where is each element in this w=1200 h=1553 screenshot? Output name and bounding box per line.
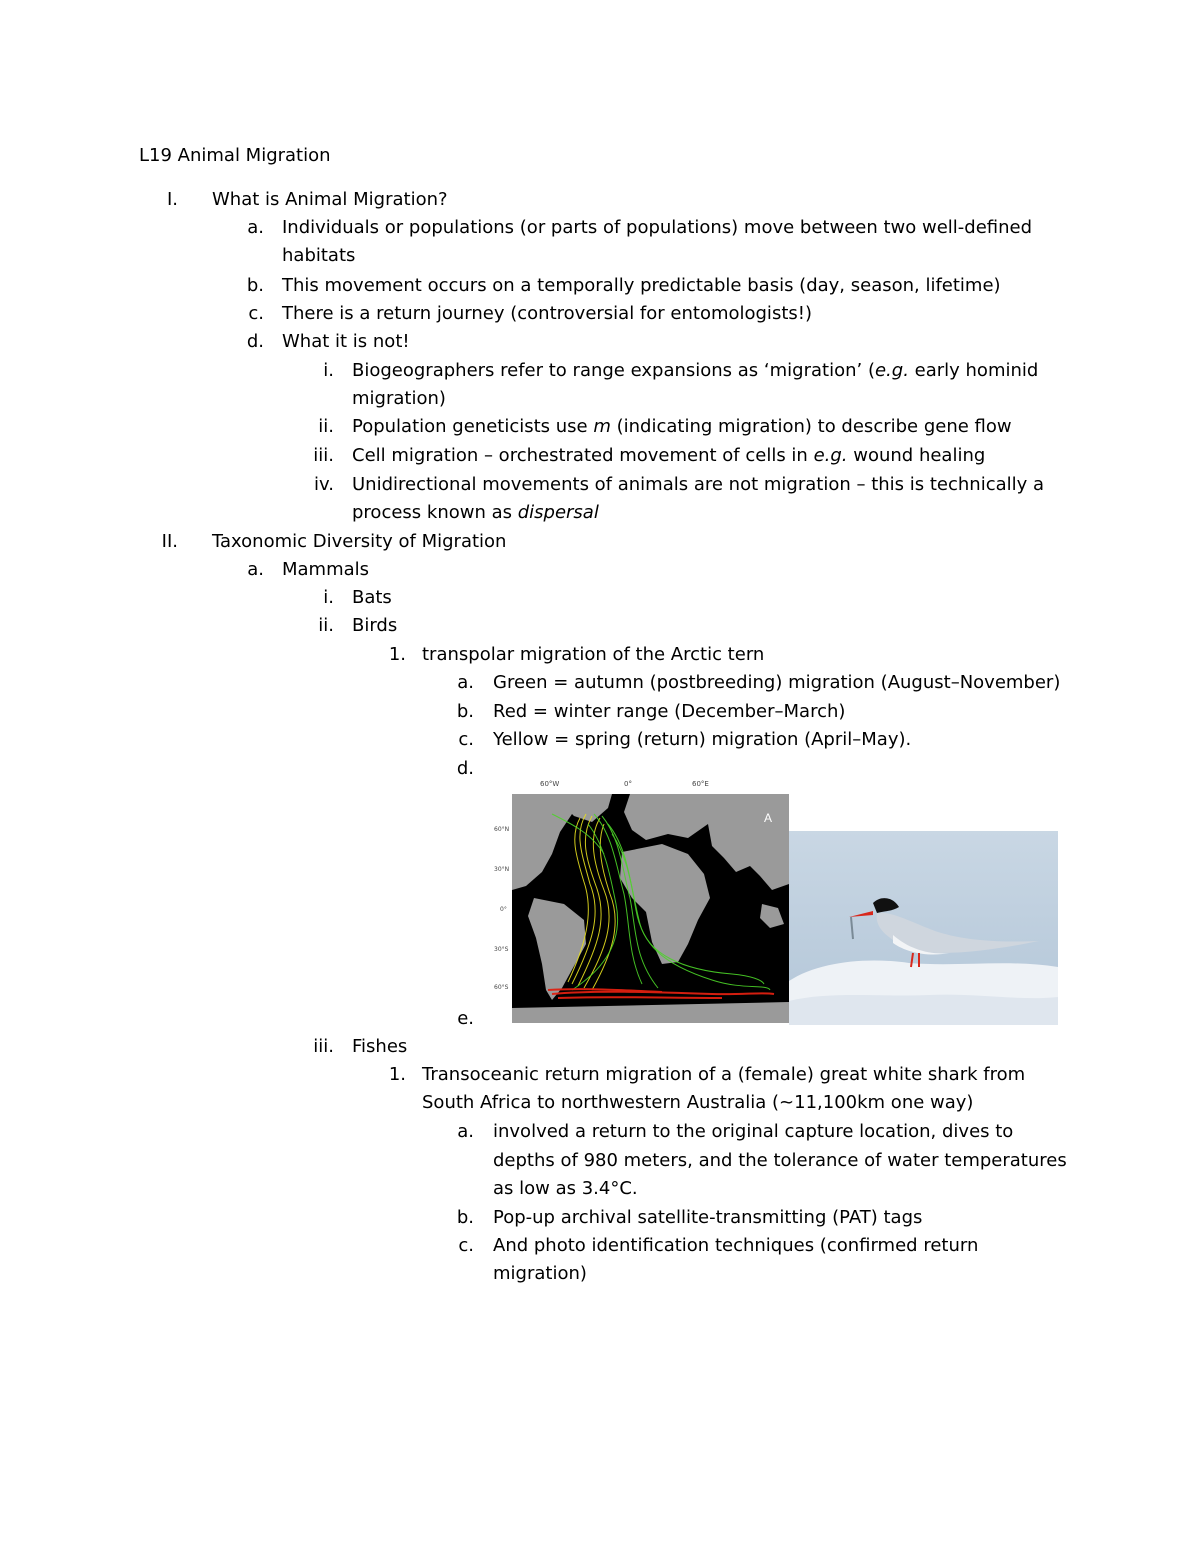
list-item: Bats: [352, 587, 392, 608]
section-heading: What is Animal Migration?: [212, 189, 448, 210]
item-marker: c.: [458, 729, 474, 750]
tick-label: 60°N: [494, 826, 510, 833]
list-item: Unidirectional movements of animals are not migration – this is technically a: [352, 474, 1045, 495]
list-item: Pop-up archival satellite-transmitting (PAT) tags: [493, 1207, 923, 1228]
italic-text: e.g.: [874, 360, 909, 381]
list-item-continued: as low as 3.4°C.: [493, 1178, 638, 1199]
text-run: early hominid: [908, 360, 1039, 381]
item-marker: d.: [456, 758, 474, 779]
list-item-continued: South Africa to northwestern Australia (~11,100km one way): [422, 1092, 974, 1113]
list-item: Individuals or populations (or parts of populations) move between two well-defined: [282, 217, 1033, 238]
list-item: Red = winter range (December–March): [493, 701, 846, 722]
item-marker: c.: [248, 303, 264, 324]
item-marker: d.: [246, 331, 264, 352]
item-marker: b.: [456, 1207, 474, 1228]
item-marker: b.: [246, 275, 264, 296]
list-item-continued: migration): [352, 388, 446, 409]
section-heading: Taxonomic Diversity of Migration: [212, 531, 507, 552]
list-item: Green = autumn (postbreeding) migration (August–November): [493, 672, 1061, 693]
map-panel-label: A: [764, 811, 773, 825]
section-marker: I.: [166, 189, 178, 210]
list-item: transpolar migration of the Arctic tern: [422, 644, 765, 665]
text-run: Population geneticists use: [352, 416, 594, 437]
tick-label: 60°S: [494, 984, 509, 991]
tick-label: 30°N: [494, 866, 510, 873]
list-item-continued: depths of 980 meters, and the tolerance of water temperatures: [493, 1150, 1067, 1171]
item-marker: iii.: [313, 1036, 334, 1057]
list-item: [352, 360, 1038, 382]
list-item: involved a return to the original capture location, dives to: [493, 1121, 1014, 1142]
item-marker: a.: [457, 672, 474, 693]
list-item: [352, 445, 985, 467]
list-item: There is a return journey (controversial for entomologists!): [282, 303, 812, 324]
item-marker: ii.: [318, 416, 334, 437]
list-item: This movement occurs on a temporally predictable basis (day, season, lifetime): [282, 275, 1001, 296]
list-item: Fishes: [352, 1036, 408, 1057]
list-item: [352, 416, 1012, 438]
tick-label: 60°E: [692, 780, 709, 788]
item-marker: iv.: [314, 474, 334, 495]
item-marker: b.: [456, 701, 474, 722]
text-run: Biogeographers refer to range expansions as ‘migration’ (: [352, 360, 875, 381]
item-marker: i.: [323, 587, 334, 608]
tick-label: 30°S: [494, 946, 509, 953]
arctic-tern-photo: [789, 831, 1058, 1025]
text-run: process known as: [352, 502, 518, 523]
italic-text: dispersal: [517, 502, 599, 523]
item-marker: e.: [457, 1008, 474, 1029]
item-marker: ii.: [318, 615, 334, 636]
list-item: And photo identification techniques (confirmed return: [493, 1235, 979, 1256]
page-title: L19 Animal Migration: [139, 145, 331, 166]
list-item: What it is not!: [282, 331, 410, 352]
item-marker: iii.: [313, 445, 334, 466]
item-marker: a.: [457, 1121, 474, 1142]
list-item: Yellow = spring (return) migration (April–May).: [493, 729, 912, 750]
item-marker: a.: [247, 217, 264, 238]
list-item-continued: migration): [493, 1263, 587, 1284]
text-run: wound healing: [847, 445, 986, 466]
tick-label: 60°W: [540, 780, 560, 788]
item-marker: c.: [458, 1235, 474, 1256]
migration-map: [512, 794, 789, 1023]
italic-text: m: [593, 416, 611, 437]
item-marker: 1.: [388, 644, 406, 665]
list-item: Transoceanic return migration of a (female) great white shark from: [422, 1064, 1026, 1085]
section-marker: II.: [161, 531, 178, 552]
tick-label: 0°: [624, 780, 632, 788]
list-item: Mammals: [282, 559, 370, 580]
item-marker: i.: [323, 360, 334, 381]
item-marker: a.: [247, 559, 264, 580]
list-item-continued: [352, 502, 599, 524]
list-item-continued: habitats: [282, 245, 356, 266]
text-run: (indicating migration) to describe gene flow: [610, 416, 1012, 437]
rock-shadow: [789, 995, 1058, 1025]
tick-label: 0°: [500, 906, 507, 913]
text-run: Cell migration – orchestrated movement of cells in: [352, 445, 814, 466]
italic-text: e.g.: [813, 445, 848, 466]
item-marker: 1.: [388, 1064, 406, 1085]
list-item: Birds: [352, 615, 398, 636]
winter-track: [558, 997, 722, 998]
